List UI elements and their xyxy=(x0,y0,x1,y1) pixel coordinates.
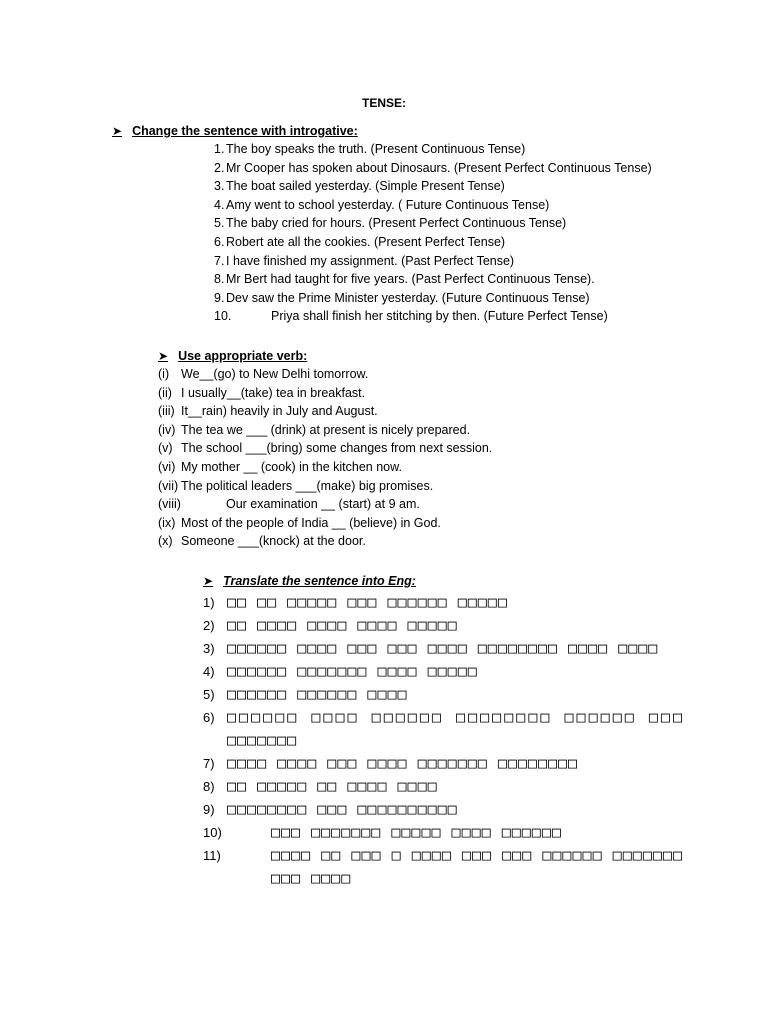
list-item-number: (v) xyxy=(158,441,173,456)
list-item-number: 5) xyxy=(203,687,215,702)
list-item-text: I have finished my assignment. (Past Perfect Tense) xyxy=(226,253,515,268)
list-item xyxy=(203,591,683,614)
arrow-bullet-icon: ➤ xyxy=(158,349,169,363)
list-item-text: Mr Cooper has spoken about Dinosaurs. (Present Perfect Continuous Tense) xyxy=(226,160,652,175)
list-item xyxy=(214,196,652,215)
list-item-text: □□ □□ □□□□□ □□□ □□□□□□ □□□□□ xyxy=(227,593,508,611)
list-item xyxy=(214,214,652,233)
list-item-number: 10. xyxy=(214,309,232,324)
arrow-bullet-icon: ➤ xyxy=(203,574,214,588)
verb-list xyxy=(158,365,492,551)
list-item-text: It__rain) heavily in July and August. xyxy=(181,404,378,419)
list-item-text: The school ___(bring) some changes from next session. xyxy=(181,441,493,456)
list-item xyxy=(158,421,492,440)
section-heading-text: Change the sentence with introgative: xyxy=(132,124,358,138)
list-item xyxy=(203,844,683,890)
list-item-text: Most of the people of India __ (believe) in God. xyxy=(181,515,441,530)
list-item-number: 3) xyxy=(203,641,215,656)
list-item xyxy=(203,706,683,752)
list-item-number: (x) xyxy=(158,534,173,549)
list-item-number: 3. xyxy=(214,179,225,194)
list-item xyxy=(158,384,492,403)
list-item xyxy=(203,821,683,844)
list-item-text: Dev saw the Prime Minister yesterday. (Future Continuous Tense) xyxy=(226,290,590,305)
list-item xyxy=(158,458,492,477)
list-item-number: 8) xyxy=(203,779,215,794)
list-item xyxy=(203,660,683,683)
list-item xyxy=(158,477,492,496)
list-item xyxy=(203,752,683,775)
page-title: TENSE: xyxy=(361,96,406,110)
list-item-text: Mr Bert had taught for five years. (Past Perfect Continuous Tense). xyxy=(226,272,595,287)
list-item-number: 4) xyxy=(203,664,215,679)
list-item-text: Our examination __ (start) at 9 am. xyxy=(226,497,420,512)
list-item-text: □□□□ □□ □□□ □ □□□□ □□□ □□□ □□□□□□ □□□□□□□ □□□ □□□□ xyxy=(271,846,683,887)
list-item-text: □□□□□□ □□□□□□□ □□□□ □□□□□ xyxy=(227,662,478,680)
list-item-number: 2) xyxy=(203,618,215,633)
list-item xyxy=(203,775,683,798)
list-item xyxy=(214,289,652,308)
list-item xyxy=(214,307,652,326)
list-item-text: □□ □□□□□ □□ □□□□ □□□□ xyxy=(227,777,438,795)
list-item xyxy=(158,514,492,533)
list-item-text: The tea we ___ (drink) at present is nicely prepared. xyxy=(181,422,471,437)
list-item-text: My mother __ (cook) in the kitchen now. xyxy=(181,459,402,474)
list-item-text: □□□□□□□□ □□□ □□□□□□□□□□ xyxy=(227,800,458,818)
list-item xyxy=(214,233,652,252)
interrogative-list xyxy=(214,140,652,326)
list-item xyxy=(158,365,492,384)
list-item-number: (vi) xyxy=(158,459,176,474)
list-item-text: The political leaders ___(make) big promises. xyxy=(181,478,434,493)
list-item-text: The boat sailed yesterday. (Simple Present Tense) xyxy=(226,179,505,194)
arrow-bullet-icon: ➤ xyxy=(112,124,123,138)
list-item xyxy=(214,252,652,271)
list-item xyxy=(158,495,492,514)
section-heading-text: Translate the sentence into Eng: xyxy=(223,574,416,588)
list-item-text: □□□□ □□□□ □□□ □□□□ □□□□□□□ □□□□□□□□ xyxy=(227,754,579,772)
list-item-number: (i) xyxy=(158,367,170,381)
list-item-number: (iv) xyxy=(158,422,176,437)
list-item xyxy=(214,270,652,289)
list-item xyxy=(158,402,492,421)
list-item-number: 9) xyxy=(203,802,215,817)
list-item-text: Robert ate all the cookies. (Present Perfect Tense) xyxy=(226,234,506,249)
list-item-number: 9. xyxy=(214,290,225,305)
list-item-number: 10) xyxy=(203,825,222,840)
list-item-text: Priya shall finish her stitching by then. (Future Perfect Tense) xyxy=(271,309,608,324)
list-item xyxy=(203,614,683,637)
list-item-text: The baby cried for hours. (Present Perfect Continuous Tense) xyxy=(226,216,567,231)
list-item-number: 6. xyxy=(214,234,225,249)
translate-list xyxy=(203,591,683,890)
list-item-number: (iii) xyxy=(158,404,175,419)
list-item-number: 1) xyxy=(203,595,215,610)
list-item-number: 5. xyxy=(214,216,225,231)
list-item-text: □□□□□□ □□□□ □□□□□□ □□□□□□□□ □□□□□□ □□□ □□□□□□□ xyxy=(227,708,683,749)
list-item xyxy=(214,159,652,178)
list-item-number: 1. xyxy=(214,142,225,156)
list-item-text: Amy went to school yesterday. ( Future Continuous Tense) xyxy=(226,197,550,212)
list-item-number: 4. xyxy=(214,197,225,212)
list-item-text: Someone ___(knock) at the door. xyxy=(181,534,366,549)
list-item xyxy=(203,798,683,821)
list-item xyxy=(214,177,652,196)
section-heading-interrogative xyxy=(112,122,358,141)
list-item-number: (viii) xyxy=(158,497,181,512)
list-item-number: 7) xyxy=(203,756,215,771)
list-item-number: 8. xyxy=(214,272,225,287)
list-item-text: I usually__(take) tea in breakfast. xyxy=(181,385,366,400)
list-item-text: □□□□□□ □□□□ □□□ □□□ □□□□ □□□□□□□□ □□□□ □□□□ xyxy=(227,639,659,657)
list-item-text: □□□ □□□□□□□ □□□□□ □□□□ □□□□□□ xyxy=(271,823,562,841)
section-heading-verb xyxy=(158,347,307,366)
list-item-text: □□ □□□□ □□□□ □□□□ □□□□□ xyxy=(227,616,458,634)
list-item-text: We__(go) to New Delhi tomorrow. xyxy=(181,367,369,381)
list-item xyxy=(158,532,492,551)
section-heading-translate xyxy=(203,572,416,591)
list-item-number: (ix) xyxy=(158,515,176,530)
list-item-number: 11) xyxy=(203,848,221,863)
section-heading-text: Use appropriate verb: xyxy=(178,349,308,363)
list-item-number: 7. xyxy=(214,253,225,268)
list-item xyxy=(214,140,652,159)
list-item-number: (vii) xyxy=(158,478,179,493)
list-item xyxy=(158,439,492,458)
list-item xyxy=(203,637,683,660)
list-item xyxy=(203,683,683,706)
list-item-text: □□□□□□ □□□□□□ □□□□ xyxy=(227,685,408,703)
list-item-number: 6) xyxy=(203,710,215,725)
list-item-number: (ii) xyxy=(158,385,172,400)
list-item-number: 2. xyxy=(214,160,225,175)
list-item-text: The boy speaks the truth. (Present Continuous Tense) xyxy=(226,142,526,156)
